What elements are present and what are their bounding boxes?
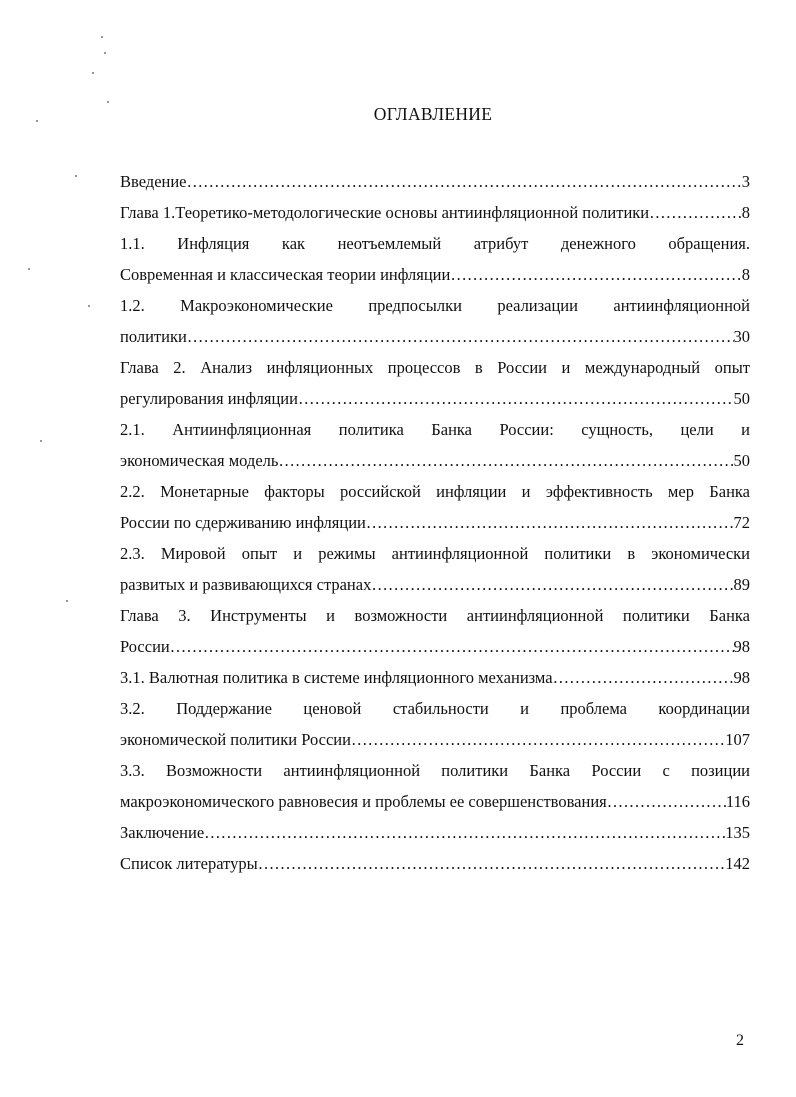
scan-speck	[66, 600, 68, 602]
table-of-contents	[120, 166, 750, 879]
toc-entry-line[interactable]: 2.3. Мировой опыт и режимы антиинфляционной политики в экономически	[120, 544, 750, 563]
toc-entry-line[interactable]: 2.1. Антиинфляционная политика Банка России: сущность, цели и	[120, 420, 750, 439]
toc-entry[interactable]: Введение ……………………………………………………………………………………………………………………………………………… 3	[120, 166, 750, 197]
scan-speck	[88, 305, 90, 307]
toc-heading: ОГЛАВЛЕНИЕ	[373, 104, 493, 124]
toc-entry[interactable]: России ……………………………………………………………………………………………………………………………………………… 98	[120, 631, 750, 662]
toc-entry-line[interactable]: Глава 2. Анализ инфляционных процессов в России и международный опыт	[120, 358, 750, 377]
toc-entry[interactable]: политики ……………………………………………………………………………………………………………………………………………… 30	[120, 321, 750, 352]
toc-entry[interactable]: макроэкономического равновесия и проблемы ее совершенствования ……………………………………………………………………………………………………………………………………………… 116	[120, 786, 750, 817]
scan-speck	[40, 440, 42, 442]
scan-speck	[101, 36, 103, 38]
page-number: 2	[736, 1032, 744, 1049]
toc-entry[interactable]: экономической политики России ……………………………………………………………………………………………………………………………………………… 107	[120, 724, 750, 755]
toc-entry-line[interactable]: 2.2. Монетарные факторы российской инфляции и эффективность мер Банка	[120, 482, 750, 501]
toc-entry-line[interactable]: 3.3. Возможности антиинфляционной политики Банка России с позиции	[120, 761, 750, 780]
toc-entry[interactable]: Список литературы ……………………………………………………………………………………………………………………………………………… 142	[120, 848, 750, 879]
scan-speck	[107, 101, 109, 103]
scan-speck	[28, 268, 30, 270]
toc-entry[interactable]: экономическая модель ……………………………………………………………………………………………………………………………………………… 50	[120, 445, 750, 476]
toc-entry[interactable]: Современная и классическая теории инфляции ……………………………………………………………………………………………………………………………………………… 8	[120, 259, 750, 290]
toc-entry[interactable]: развитых и развивающихся странах ……………………………………………………………………………………………………………………………………………… 89	[120, 569, 750, 600]
toc-entry-line[interactable]: 1.2. Макроэкономические предпосылки реализации антиинфляционной	[120, 296, 750, 315]
toc-entry[interactable]: регулирования инфляции ……………………………………………………………………………………………………………………………………………… 50	[120, 383, 750, 414]
toc-entry[interactable]: Глава 1.Теоретико-методологические основы антиинфляционной политики ……………………………………………………………………………………………………………………………………………… 8	[120, 197, 750, 228]
toc-entry-line[interactable]: 1.1. Инфляция как неотъемлемый атрибут денежного обращения.	[120, 234, 750, 253]
toc-entry[interactable]: 3.1. Валютная политика в системе инфляционного механизма ……………………………………………………………………………………………………………………………………………… 98	[120, 662, 750, 693]
toc-entry-line[interactable]: Глава 3. Инструменты и возможности антиинфляционной политики Банка	[120, 606, 750, 625]
scan-speck	[75, 175, 77, 177]
toc-entry-line[interactable]: 3.2. Поддержание ценовой стабильности и проблема координации	[120, 699, 750, 718]
toc-entry[interactable]: Заключение ……………………………………………………………………………………………………………………………………………… 135	[120, 817, 750, 848]
toc-entry[interactable]: России по сдерживанию инфляции ……………………………………………………………………………………………………………………………………………… 72	[120, 507, 750, 538]
scan-speck	[104, 52, 106, 54]
scan-speck	[92, 72, 94, 74]
